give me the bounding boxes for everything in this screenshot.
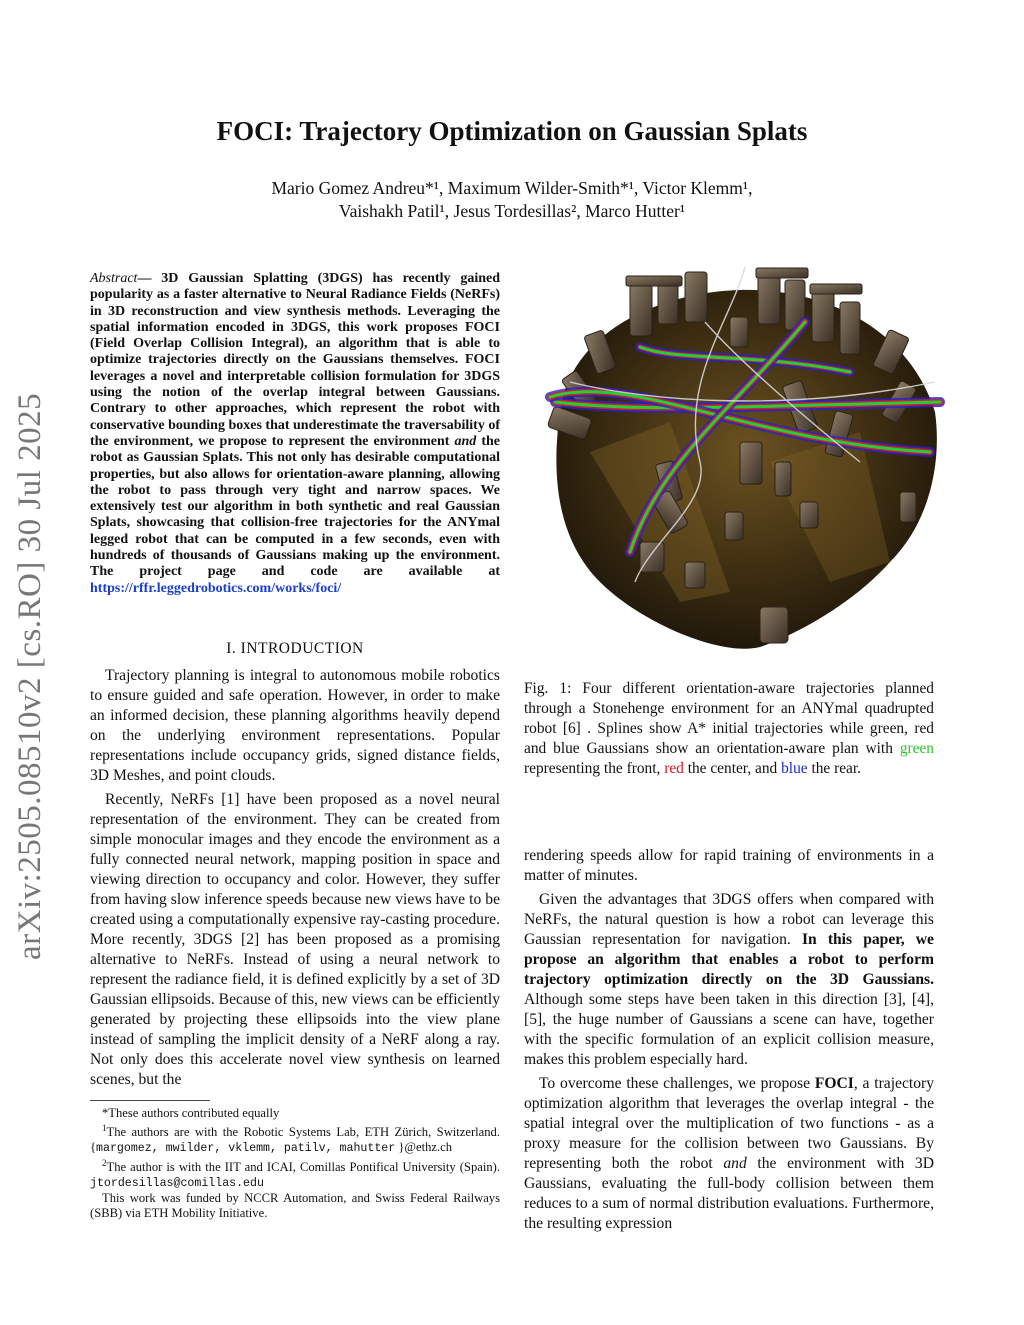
caption-red-word: red	[664, 760, 684, 777]
abstract-label: Abstract	[90, 271, 138, 286]
abstract-text-b: the robot as Gaussian Splats. This not only has desirable computational properties, but also allows for orientation-aware planning, allowing the robot to pass through very tight and narrow spaces. We extensively test our algorithm in both synthetic and real Gaussian Splats, showcasing that collision-free trajectories for the ANYmal legged robot that can be computed in a few seconds, even with hundreds of thousands of Gaussians making up the environment. The project page and code are available at	[90, 433, 500, 580]
foci-name: FOCI	[814, 1075, 854, 1092]
stonehenge-render-illustration	[530, 262, 945, 667]
abstract	[90, 271, 500, 597]
footnote-equal-contribution: *These authors contributed equally	[102, 1106, 280, 1120]
abstract-dash: —	[137, 271, 162, 286]
right-paragraph-3: To overcome these challenges, we propose FOCI, a trajectory optimization algorithm that leverages the overlap integral - the spatial integral over the multiplication of two functions - as a proxy measure for the collision between two Gaussians. By representing both the robot and the environment with 3D Gaussians, evaluating the full-body collision between them reduces to a sum of normal distribution evaluations. Furthermore, the resulting expression	[524, 1075, 934, 1232]
footnote-affiliation-1: $^1$The authors are with the Robotic Systems Lab, ETH Zürich, Switzerland. {margomez, mwilder, vklemm, patilv, mahutter }@ethz.ch	[90, 1123, 500, 1156]
footnote-email-2: jtordesillas@comillas.edu	[90, 1177, 264, 1191]
right-paragraph-1: rendering speeds allow for rapid training of environments in a matter of minutes.	[524, 847, 934, 884]
intro-body	[90, 666, 500, 1090]
abstract-text-a: 3D Gaussian Splatting (3DGS) has recently gained popularity as a faster alternative to Neural Radiance Fields (NeRFs) in 3D reconstruction and view synthesis methods. Leveraging the spatial information encoded in 3DGS, this work proposes FOCI (Field Overlap Collision Integral), an algorithm that is able to optimize trajectories directly on the Gaussians themselves. FOCI leverages a novel and interpretable collision formulation for 3DGS using the notion of the overlap integral between Gaussians. Contrary to other approaches, which represent the robot with conservative bounding boxes that underestimate the traversability of the environment, we propose to represent the environment	[90, 271, 501, 449]
intro-paragraph-1: Trajectory planning is integral to autonomous mobile robotics to ensure guided and safe operation. However, in order to make an informed decision, these planning algorithms heavily depend on the underlying environment representations. Popular representations include occupancy grids, signed distance fields, 3D Meshes, and point clouds.	[90, 667, 500, 784]
caption-green-word: green	[899, 740, 934, 757]
right-paragraph-2: Given the advantages that 3DGS offers when compared with NeRFs, the natural question is how a robot can leverage this Gaussian representation for navigation. In this paper, we propose an algorithm that enables a robot to perform trajectory optimization directly on the 3D Gaussians. Although some steps have been taken in this direction [3], [4], [5], the huge number of Gaussians a scene can have, together with the specific formulation of an explicit collision measure, makes this problem especially hard.	[524, 891, 934, 1068]
footnotes	[90, 1106, 500, 1221]
figure-1-image	[530, 262, 945, 667]
right-column-body	[524, 846, 934, 1234]
footnote-emails: margomez, mwilder, vklemm, patilv, mahutter	[96, 1142, 396, 1156]
contribution-statement: In this paper, we propose an algorithm that enables a robot to perform trajectory optimization directly on the 3D Gaussians.	[524, 931, 934, 988]
caption-blue-word: blue	[781, 760, 808, 777]
intro-heading: I. INTRODUCTION	[226, 640, 364, 657]
arxiv-identifier: arXiv:2505.08510v2 [cs.RO] 30 Jul 2025	[12, 392, 48, 960]
footnote-rule	[90, 1100, 210, 1101]
paper-title: FOCI: Trajectory Optimization on Gaussian Splats	[216, 116, 808, 146]
project-link[interactable]: https://rffr.leggedrobotics.com/works/foci/	[90, 580, 342, 596]
figure-1-caption: Fig. 1: Four different orientation-aware trajectories planned through a Stonehenge environment for an ANYmal quadrupted robot [6] . Splines show A* initial trajectories while green, red and blue Gaussians show an orientation-aware plan with green representing the front, red the center, and blue the rear.	[524, 680, 934, 777]
footnote-funding: This work was funded by NCCR Automation, and Swiss Federal Railways (SBB) via ETH Mobility Initiative.	[90, 1191, 500, 1221]
footnote-affiliation-2: $^2$The author is with the IIT and ICAI, Comillas Pontifical University (Spain). jtordesillas@comillas.edu	[90, 1158, 500, 1191]
intro-paragraph-2: Recently, NeRFs [1] have been proposed as a novel neural representation of the environment. They can be created from simple monocular images and they encode the environment as a fully connected neural network, mapping position in space and viewing direction to occupancy and color. However, they suffer from having slow inference speeds because new views have to be created using a computationally expensive ray-casting procedure. More recently, 3DGS [2] has been proposed as a promising alternative to NeRFs. Instead of using a neural network to represent the radiance field, it is defined explicitly by a set of 3D Gaussian ellipsoids. Because of this, new views can be efficiently generated by projecting these ellipsoids into the view plane instead of sampling the implicit density of a NeRF along a ray. Not only does this accelerate novel view synthesis on learned scenes, but the	[90, 791, 500, 1088]
author-line-1: Mario Gomez Andreu*¹, Maximum Wilder-Smith*¹, Victor Klemm¹,	[271, 178, 753, 198]
author-line-2: Vaishakh Patil¹, Jesus Tordesillas², Marco Hutter¹	[338, 201, 686, 221]
abstract-and: and	[454, 433, 477, 449]
